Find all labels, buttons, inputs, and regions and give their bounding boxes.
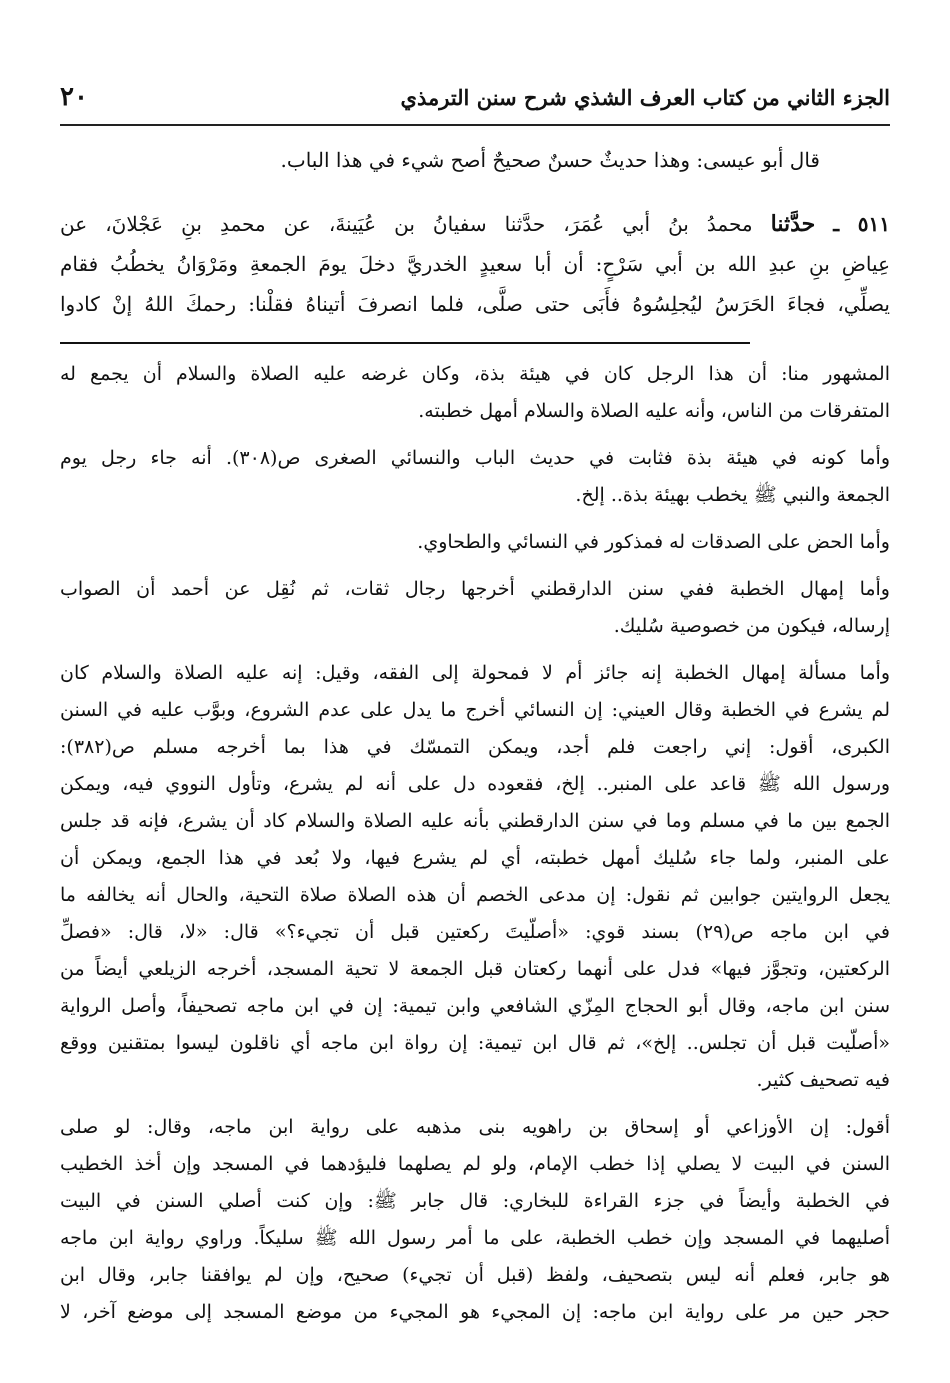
running-title: الجزء الثاني من كتاب العرف الشذي شرح سنن الترمذي [400, 84, 890, 110]
commentary-paragraph-4 [60, 571, 890, 645]
commentary-line: وأما مسألة إمهال الخطبة إنه جائز أم لا فمحولة إلى الفقه، وقيل: إنه عليه الصلاة والسلام كان [60, 662, 890, 684]
page-number: ٢٠ [60, 82, 88, 112]
commentary-line: فيه تصحيف كثير. [756, 1069, 890, 1091]
commentary-line: أقول: إن الأوزاعي أو إسحاق بن راهويه بنى مذهبه على رواية ابن ماجه، وقال: لو صلى [60, 1116, 890, 1138]
commentary-line: أصليهما في المسجد وإن خطب الخطبة، على ما أمر رسول الله ﷺ سليكاً. وراوي رواية ابن ماجه [60, 1227, 890, 1249]
spacer [60, 180, 890, 204]
commentary-paragraph-3 [60, 524, 890, 561]
commentary-line: الجمع بين ما في مسلم وما في سنن الدارقطني بأنه عليه الصلاة والسلام كاد أن يشرع، فإنه قد جلس [60, 810, 890, 832]
commentary-line: وأما كونه في هيئة بذة فثابت في حديث الباب والنسائي الصغرى ص(٣٠٨). أنه جاء رجل يوم [60, 447, 890, 469]
commentary-line: حجر حين مر على رواية ابن ماجه: إن المجيء هو المجيء من موضع المسجد إلى موضع آخر، لا [60, 1301, 890, 1323]
qal-abu-isa-line: قال أبو عيسى: وهذا حديثٌ حسنٌ صحيحٌ أصح شيء في هذا الباب. [280, 148, 820, 172]
commentary-line: وأما الحض على الصدقات له فمذكور في النسائي والطحاوي. [417, 531, 890, 553]
commentary-line: لم يشرع في الخطبة وقال العيني: إن النسائي أخرج ما يدل على عدم الشروع، وبوَّب عليه في السنن [60, 699, 890, 721]
hadith-number: ٥١١ ـ [833, 212, 890, 236]
footnote-separator [60, 342, 750, 344]
commentary-line: السنن في البيت لا يصلي إذا خطب الإمام، ولو لم يصلهما فليؤدهما في المسجد وإن أخذ الخطيب [60, 1153, 890, 1175]
commentary-line: المتفرقات من الناس، وأنه عليه الصلاة والسلام أمهل خطبته. [418, 400, 890, 422]
hadith-line-1 [60, 204, 890, 244]
commentary-paragraph-2 [60, 440, 890, 514]
hadith-line-3: يصلِّي، فجاءَ الحَرَسُ ليُجلِسُوهُ فأَبَى حتى صلَّى، فلما انصرفَ أتيناهُ فقلْنا: رحمكَ اللهُ إنْ كادوا [60, 292, 890, 316]
commentary-line: في ابن ماجه ص(٢٩) بسند قوي: «أصلّيتَ ركعتين قبل أن تجيء؟» قال: «لا، قال: «فصلِّ [60, 921, 890, 943]
commentary-line: «أصلّيت قبل أن تجلس.. إلخ»، ثم قال ابن تيمية: إن رواة ابن ماجه أي ناقلون ليسوا بمتقنين ووقع [60, 1032, 890, 1054]
commentary-line: الكبرى، أقول: إني راجعت فلم أجد، ويمكن التمسّك في هذا بما أخرجه مسلم ص(٣٨٢): [60, 736, 890, 758]
commentary-paragraph-6 [60, 1109, 890, 1331]
commentary-line: إرساله، فيكون من خصوصية سُليك. [613, 615, 890, 637]
commentary-paragraph-1 [60, 356, 890, 430]
commentary-line: ورسول الله ﷺ قاعد على المنبر.. إلخ، فقعوده دل على أنه لم يشرع، وتأول النووي فيه، ويمكن [60, 773, 890, 795]
header-rule [60, 124, 890, 126]
commentary-paragraph-5 [60, 655, 890, 1099]
commentary-line: يجعل الروايتين جوابين ثم نقول: إن مدعى الخصم أن هذه الصلاة صلاة التحية، والحال أنه يخالفه ما [60, 884, 890, 906]
commentary-line: الركعتين، وتجوَّز فيها» فدل على أنهما ركعتان قبل الجمعة لا تحية المسجد، أخرجه الزيلعي أيضاً من [60, 958, 890, 980]
commentary-line: المشهور منا: أن هذا الرجل كان في هيئة بذة، وكان غرضه عليه الصلاة والسلام أن يجمع له [60, 363, 890, 385]
page-header [60, 72, 890, 122]
commentary-line: الجمعة والنبي ﷺ يخطب بهيئة بذة.. إلخ. [575, 484, 890, 506]
commentary-line: هو جابر، فعلم أنه ليس بتصحيف، ولفظ (قبل أن تجيء) صحيح، وإن لم يوافقنا جابر، وقال ابن [60, 1264, 890, 1286]
hadith-line-text: محمدُ بنُ أبي عُمَرَ، حدَّثنا سفيانُ بن عُيَينةَ، عن محمدِ بنِ عَجْلانَ، عن [60, 212, 753, 236]
hadith-lead-word: حدَّثنا [770, 211, 816, 237]
commentary-block [60, 356, 890, 1341]
commentary-line: في الخطبة وأيضاً في جزء القراءة للبخاري: قال جابر ﷺ: وإن كنت أصلي السنن في البيت [60, 1190, 890, 1212]
commentary-line: وأما إمهال الخطبة ففي سنن الدارقطني أخرجها رجال ثقات، ثم نُقِل عن أحمد أن الصواب [60, 578, 890, 600]
commentary-line: على المنبر، ولما جاء سُليك أمهل خطبته، أي لم يشرع فيها، ولا بُعد في هذا الجمع، ويمكن أن [60, 847, 890, 869]
hadith-line-2: عِياضِ بنِ عبدِ الله بن أبي سَرْحٍ: أن أبا سعيدٍ الخدريَّ دخلَ يومَ الجمعةِ ومَرْوَانُ يخطُبُ فقام [60, 252, 890, 276]
commentary-line: سنن ابن ماجه، وقال أبو الحجاج المِزّي الشافعي وابن تيمية: إن في ابن ماجه تصحيفاً، وأصل الرواية [60, 995, 890, 1017]
hadith-text-block [60, 140, 890, 324]
